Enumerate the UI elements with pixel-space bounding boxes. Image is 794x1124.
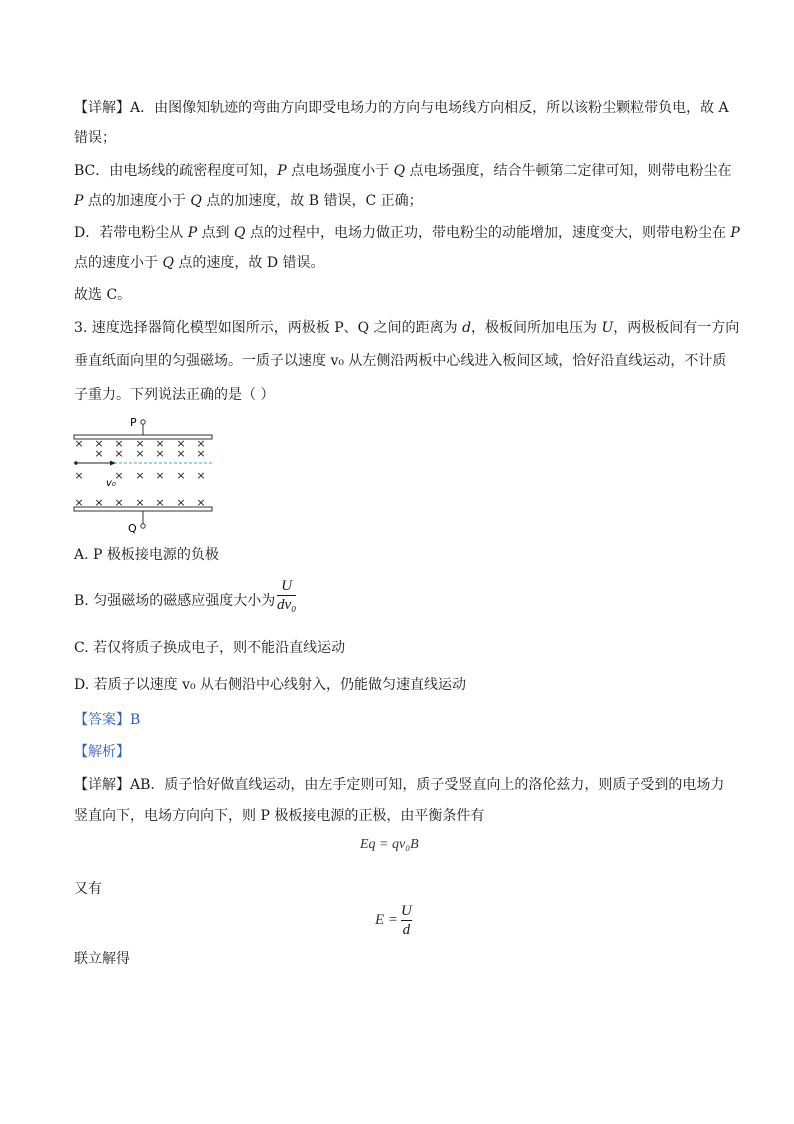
answer-line: 【答案】B — [74, 712, 141, 728]
label-q: Q — [128, 522, 137, 535]
text: 点电场强度，结合牛顿第二定律可知，则带电粉尘在 — [405, 163, 732, 179]
question-3-line1 — [74, 318, 740, 338]
detail-line-bc2 — [74, 191, 423, 211]
fraction-denominator: d — [402, 922, 411, 938]
option-d: D. 若质子以速度 v₀ 从右侧沿中心线射入，仍能做匀速直线运动 — [74, 677, 467, 693]
field-cross: × — [155, 469, 165, 482]
option-a: A. P 极板接电源的负极 — [74, 547, 219, 563]
field-cross: × — [196, 469, 206, 482]
equation-field-lhs: E = — [375, 912, 399, 928]
text: 垂直纸面向里的匀强磁场。一质子以速度 v₀ 从左侧沿两板中心线进入板间区域，恰好沿直线运动，不计质 — [74, 353, 727, 369]
field-cross: × — [176, 447, 186, 460]
var-Q: Q — [190, 193, 202, 209]
p-terminal — [141, 420, 145, 424]
field-cross: × — [196, 437, 206, 450]
text: 3. 速度选择器简化模型如图所示，两极板 P、Q 之间的距离为 — [74, 320, 463, 336]
var-Q: Q — [234, 225, 246, 241]
velocity-arrowhead — [110, 461, 116, 466]
text: 点到 — [197, 225, 235, 241]
field-cross: × — [135, 469, 145, 482]
detail-line-bc1 — [74, 161, 732, 181]
detail-text: 【详解】A．由图像知轨迹的弯曲方向即受电场力的方向与电场线方向相反，所以该粉尘颗粒带负电，故 A — [74, 100, 729, 116]
var-P: P — [277, 163, 287, 179]
field-cross: × — [155, 447, 165, 460]
field-cross: × — [196, 447, 206, 460]
proton-dot — [74, 461, 78, 465]
var-P: P — [187, 225, 198, 241]
detail-ab-line1 — [74, 775, 724, 795]
option-b-fraction — [277, 577, 296, 614]
option-c: C. 若仅将质子换成电子，则不能沿直线运动 — [74, 640, 346, 656]
field-cross: × — [94, 437, 104, 450]
field-cross: × — [114, 437, 124, 450]
fraction-numerator: U — [281, 578, 293, 594]
var-d: d — [462, 320, 472, 336]
text: D．若带电粉尘从 — [74, 225, 188, 241]
also-line: 又有 — [74, 881, 102, 897]
text: BC．由电场线的疏密程度可知， — [74, 163, 278, 179]
text: 点的过程中，电场力做正功，带电粉尘的动能增加，速度变大，则带电粉尘在 — [245, 225, 731, 241]
field-cross: × — [74, 496, 84, 509]
var-Q: Q — [162, 255, 174, 271]
var-Q: Q — [393, 163, 406, 179]
field-cross: × — [135, 496, 145, 509]
question-3-line3: 子重力。下列说法正确的是（ ） — [74, 387, 275, 403]
field-cross: × — [114, 447, 124, 460]
field-cross: × — [74, 437, 84, 450]
field-cross: × — [176, 437, 186, 450]
fraction-numerator: U — [401, 903, 412, 919]
question-3-line2 — [74, 351, 727, 371]
text: 点电场强度小于 — [286, 163, 394, 179]
field-cross: × — [74, 469, 84, 482]
field-cross: × — [135, 447, 145, 460]
var-P: P — [730, 225, 740, 241]
velocity-selector-figure — [70, 410, 220, 540]
analysis-heading: 【解析】 — [74, 744, 130, 760]
field-cross: × — [114, 496, 124, 509]
detail-line-a2 — [74, 128, 116, 148]
label-v0: v₀ — [106, 478, 116, 489]
combine-line: 联立解得 — [74, 951, 130, 967]
detail-line-d2 — [74, 253, 325, 273]
detail-line-d1 — [74, 223, 740, 243]
text: 点的速度，故 D 错误。 — [173, 255, 325, 271]
option-b — [74, 591, 275, 611]
field-cross: × — [94, 496, 104, 509]
detail-text: 错误； — [74, 130, 116, 146]
choose-c-line: 故选 C。 — [74, 287, 132, 303]
field-cross: × — [176, 496, 186, 509]
field-cross: × — [114, 469, 124, 482]
option-b-text: B. 匀强磁场的磁感应强度大小为 — [74, 593, 276, 609]
field-cross: × — [155, 496, 165, 509]
text: 点的速度小于 — [74, 255, 163, 271]
text: 点的加速度小于 — [83, 193, 191, 209]
field-cross: × — [135, 437, 145, 450]
field-cross: × — [176, 469, 186, 482]
text: 点的加速度，故 B 错误，C 正确； — [201, 193, 423, 209]
label-p: P — [130, 416, 137, 429]
field-cross: × — [196, 496, 206, 509]
magnetic-field-crosses — [74, 437, 205, 509]
field-cross: × — [155, 437, 165, 450]
equation-field-fraction — [401, 902, 412, 939]
text: ，两极板间有一方向 — [613, 320, 740, 336]
var-U: U — [601, 320, 614, 336]
var-P: P — [74, 193, 84, 209]
fraction-denominator: dv₀ — [277, 597, 297, 613]
q-terminal — [141, 524, 145, 528]
detail-ab-line2: 竖直向下，电场方向向下，则 P 极板接电源的正极，由平衡条件有 — [74, 808, 485, 824]
equation-force-balance: Eq = qv₀B — [360, 837, 419, 852]
detail-line-a1 — [74, 98, 729, 118]
field-cross: × — [94, 447, 104, 460]
text: 【详解】AB．质子恰好做直线运动，由左手定则可知，质子受竖直向上的洛伦兹力，则质子受到的电场力 — [74, 777, 725, 793]
text: ，极板间所加电压为 — [471, 320, 602, 336]
